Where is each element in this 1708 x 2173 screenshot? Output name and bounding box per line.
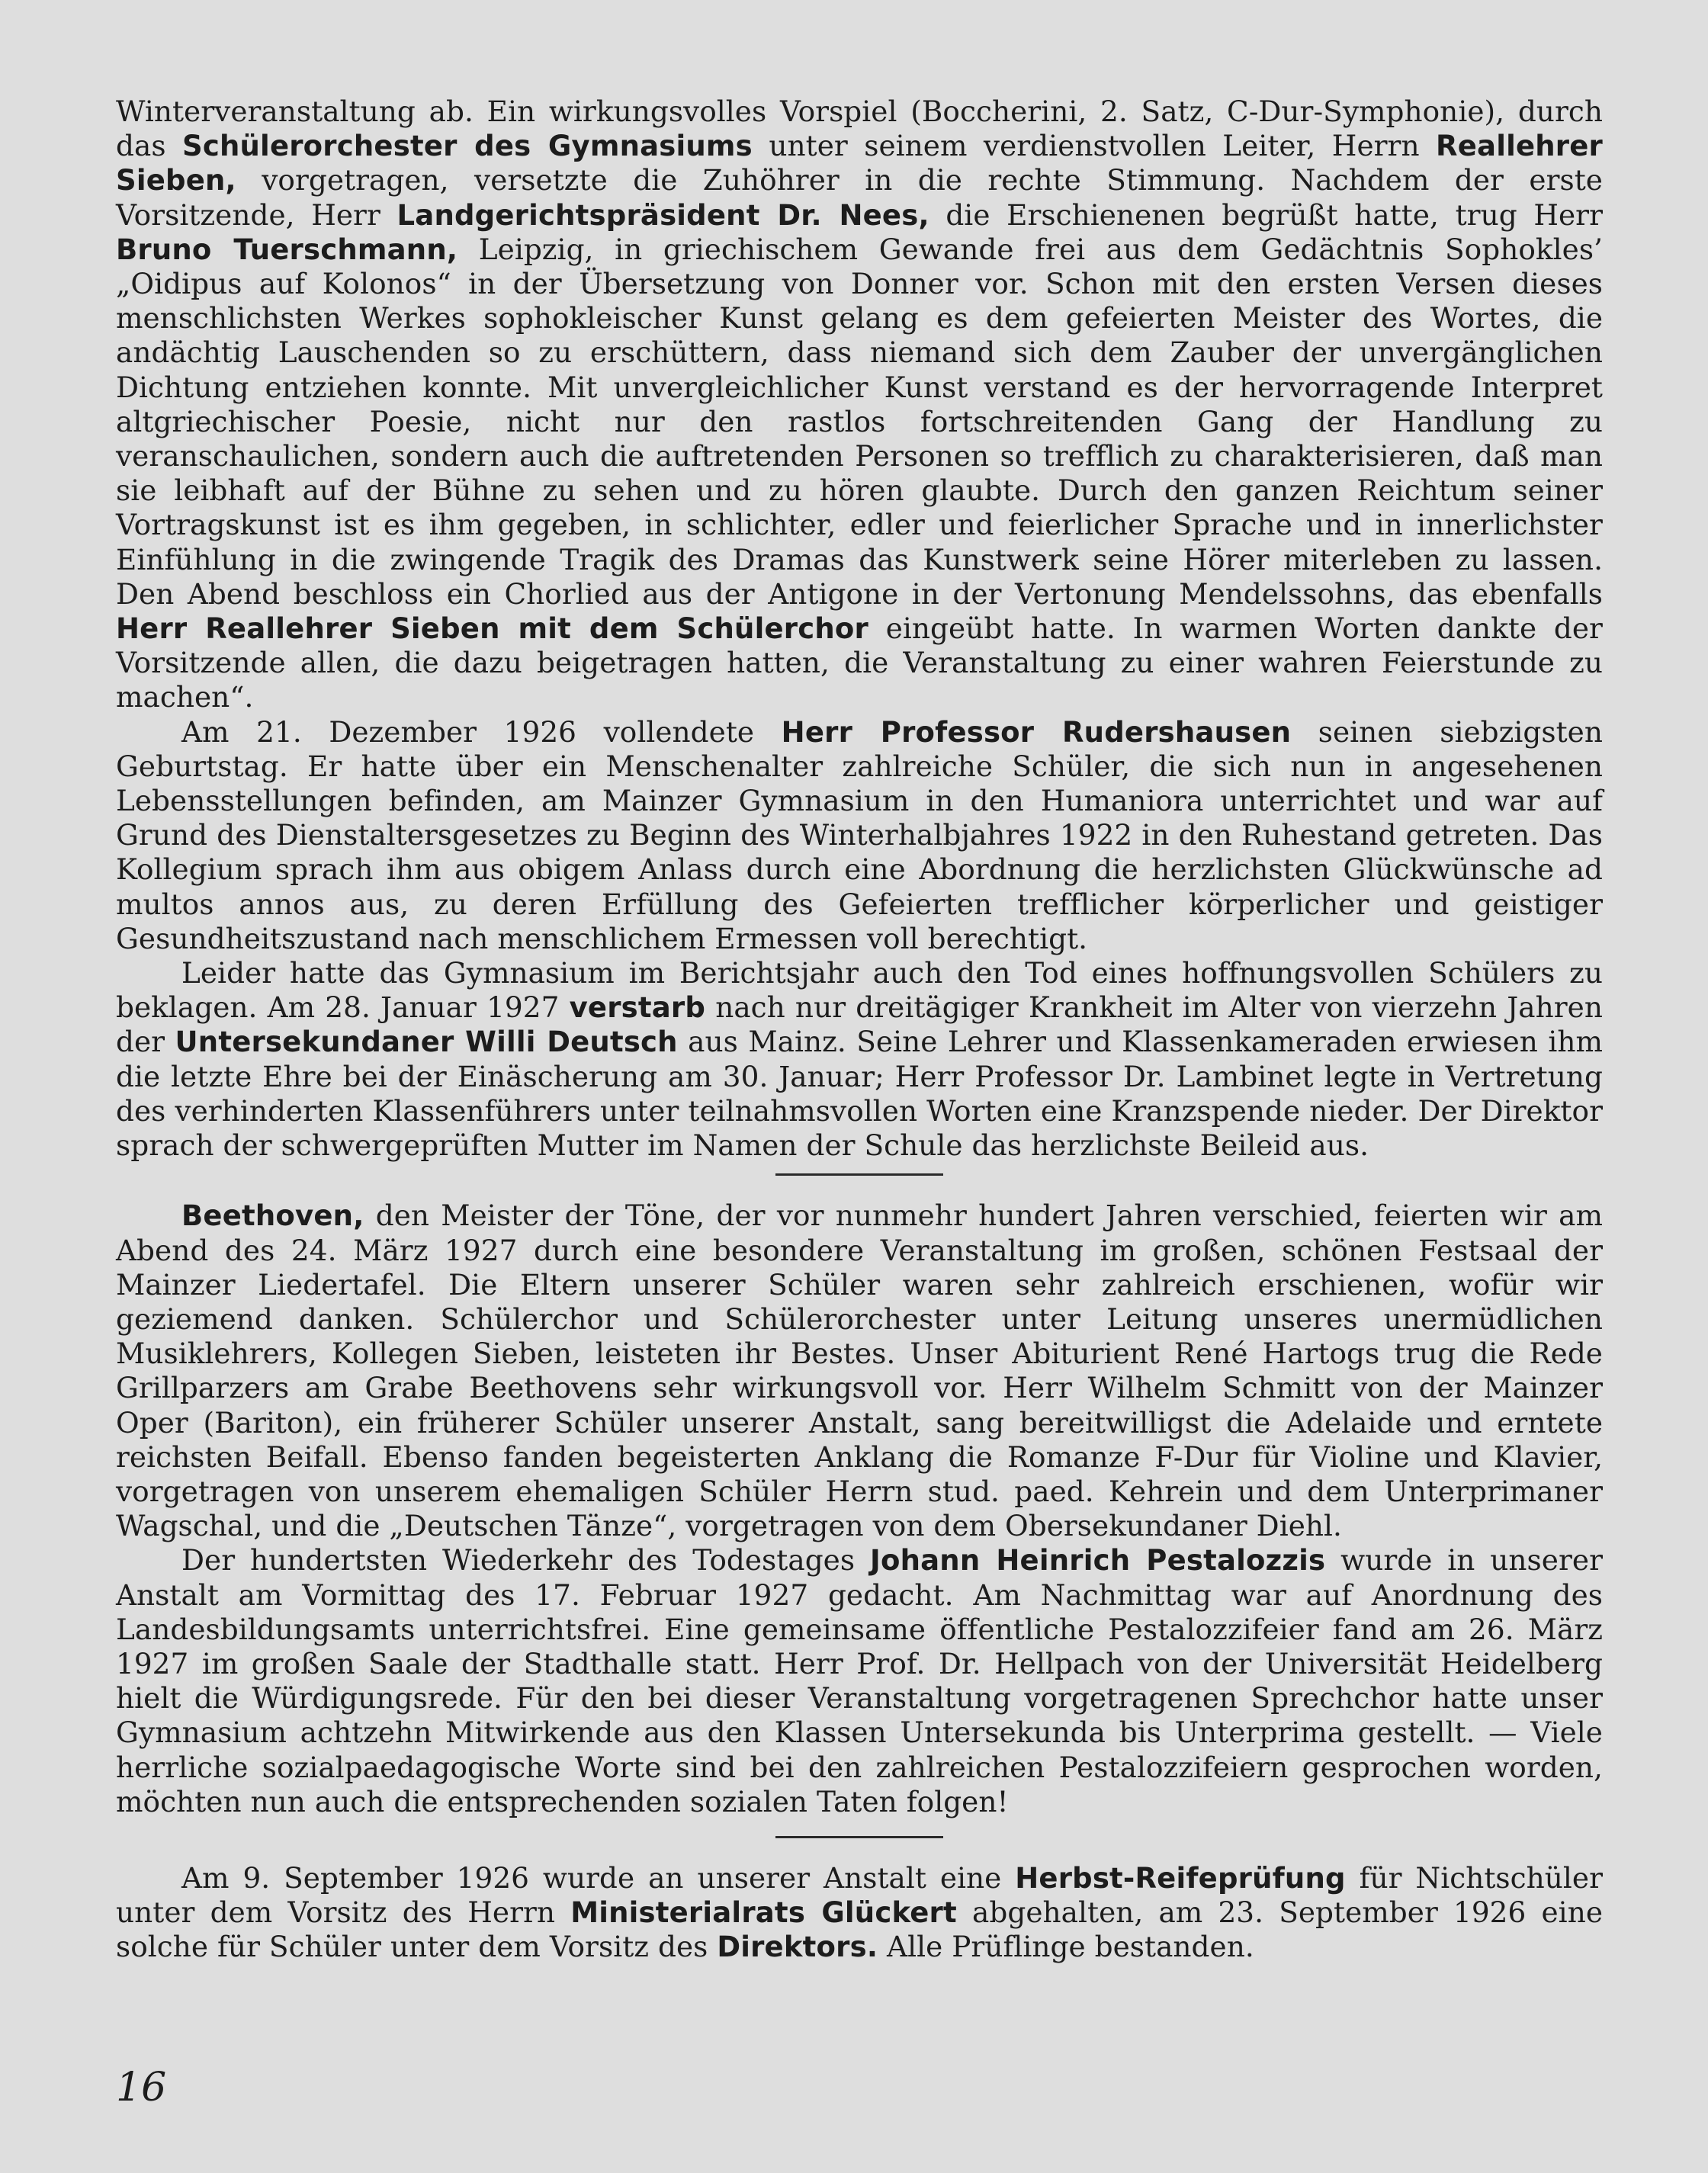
text-run: Winterveranstaltung ab. Ein wirkungsvolles Vorspiel (Boccherini, 2. Satz, C-Dur-Symphonie), durch das (116, 95, 1603, 163)
section-1 (116, 95, 1603, 1163)
bold-phrase: Johann Heinrich Pestalozzis (869, 1544, 1326, 1578)
text-run: aus Mainz. Seine Lehrer und Klassenkameraden erwiesen ihm die letzte Ehre bei der Einäscherung am 30. Januar; Herr Professor Dr. Lambinet legte in Vertretung des verhinderten Klassenführers unter teilnahmsvollen Worten eine Kranzspende nieder. Der Direktor sprach der schwergeprüften Mutter im Namen der Schule das herzlichste Beileid aus. (116, 1025, 1603, 1163)
text-column (116, 95, 1603, 1965)
text-run: eingeübt hatte. In warmen Worten dankte der Vorsitzende allen, die dazu beigetragen hatten, die Veranstaltung zu einer wahren Feierstunde zu machen“. (116, 611, 1603, 714)
text-run: den Meister der Töne, der vor nunmehr hundert Jahren verschied, feierten wir am Abend des 24. März 1927 durch eine besondere Veranstaltung im großen, schönen Festsaal der Mainzer Liedertafel. Die Eltern unserer Schüler waren sehr zahlreich erschienen, wofür wir geziemend danken. Schülerchor und Schülerorchester unter Leitung unseres unermüdlichen Musiklehrers, Kollegen Sieben, leisteten ihr Bestes. Unser Abiturient René Hartogs trug die Rede Grillparzers am Grabe Beethovens sehr wirkungsvoll vor. Herr Wilhelm Schmitt von der Mainzer Oper (Bariton), ein früherer Schüler unserer Anstalt, sang bereitwilligst die Adelaide und erntete reichsten Beifall. Ebenso fanden begeisterten Anklang die Romanze F-Dur für Violine und Klavier, vorgetragen von unserem ehemaligen Schüler Herrn stud. paed. Kehrein und dem Unterprimaner Wagschal, und die „Deutschen Tänze“, vorgetragen von dem Obersekundaner Diehl. (116, 1199, 1603, 1543)
text-run: wurde in unserer Anstalt am Vormittag des 17. Februar 1927 gedacht. Am Nachmittag war auf Anordnung des Landesbildungsamts unterrichtsfrei. Eine gemeinsame öffentliche Pestalozzifeier fand am 26. März 1927 im großen Saale der Stadthalle statt. Herr Prof. Dr. Hellpach von der Universität Heidelberg hielt die Würdigungsrede. Für den bei dieser Veranstaltung vorgetragenen Sprechchor hatte unser Gymnasium achtzehn Mitwirkende aus den Klassen Untersekunda bis Unterprima gestellt. — Viele herrliche sozialpaedagogische Worte sind bei den zahlreichen Pestalozzifeiern gesprochen worden, möchten nun auch die entsprechenden sozialen Taten folgen! (116, 1543, 1603, 1818)
paragraph-3 (116, 956, 1603, 1163)
bold-phrase: Bruno Tuerschmann, (116, 233, 458, 266)
section-2 (116, 1199, 1603, 1819)
bold-phrase: Untersekundaner Willi Deutsch (175, 1026, 678, 1059)
text-run: seinen siebzigsten Geburtstag. Er hatte über ein Menschenalter zahlreiche Schüler, die sich nun in angesehenen Lebensstellungen befinden, am Mainzer Gymnasium in den Humaniora unterrichtet und war auf Grund des Dienstaltersgesetzes zu Beginn des Winterhalbjahres 1922 in den Ruhestand getreten. Das Kollegium sprach ihm aus obigem Anlass durch eine Abordnung die herzlichsten Glückwünsche ad multos annos aus, zu deren Erfüllung des Gefeierten trefflicher körperlicher und geistiger Gesundheitszustand nach menschlichem Ermessen voll berechtigt. (116, 714, 1603, 955)
text-run: Am 21. Dezember 1926 vollendete (181, 714, 782, 749)
text-run: unter seinem verdienstvollen Leiter, Herrn (752, 129, 1437, 163)
text-run: die Erschienenen begrüßt hatte, trug Herr (929, 197, 1604, 232)
bold-phrase: verstarb (569, 991, 706, 1025)
paragraph-1 (116, 95, 1603, 715)
page-number: 16 (116, 2065, 167, 2110)
section-3 (116, 1861, 1603, 1965)
section-divider (775, 1173, 943, 1176)
bold-phrase: Herbst-Reifeprüfung (1015, 1861, 1346, 1895)
bold-phrase: Herr Reallehrer Sieben mit dem Schülerchor (116, 612, 868, 646)
bold-phrase: Reallehrer Sieben, (116, 130, 1603, 197)
section-divider (775, 1836, 943, 1838)
bold-phrase: Herr Professor Rudershausen (781, 715, 1292, 749)
text-run: nach nur dreitägiger Krankheit im Alter von vierzehn Jahren der (116, 990, 1603, 1059)
text-run: abgehalten, am 23. September 1926 eine solche für Schüler unter dem Vorsitz des (116, 1895, 1603, 1964)
bold-phrase: Schülerorchester des Gymnasiums (182, 130, 753, 163)
text-run: vorgetragen, versetzte die Zuhöhrer in die rechte Stimmung. Nachdem der erste Vorsitzende, Herr (116, 163, 1603, 232)
text-run: Am 9. September 1926 wurde an unserer Anstalt eine (181, 1860, 1016, 1895)
text-run: Leipzig, in griechischem Gewande frei aus dem Gedächtnis Sophokles’ „Oidipus auf Kolonos“ in der Übersetzung von Donner vor. Schon mit den ersten Versen dieses menschlichsten Werkes sophokleischer Kunst gelang es dem gefeierten Meister des Wortes, die andächtig Lauschenden so zu erschüttern, dass niemand sich dem Zauber der unvergänglichen Dichtung entziehen konnte. Mit unvergleichlicher Kunst verstand es der hervorragende Interpret altgriechischer Poesie, nicht nur den rastlos fortschreitenden Gang der Handlung zu veranschaulichen, sondern auch die auftretenden Personen so trefflich zu charakterisieren, daß man sie leibhaft auf der Bühne zu sehen und zu hören glaubte. Durch den ganzen Reichtum seiner Vortragskunst ist es ihm gegeben, in schlichter, edler und feierlicher Sprache und in innerlichster Einfühlung in die zwingende Tragik des Dramas das Kunstwerk seine Hörer miterleben zu lassen. Den Abend beschloss ein Chorlied aus der Antigone in der Vertonung Mendelssohns, das ebenfalls (116, 232, 1603, 611)
text-run: Alle Prüflinge bestanden. (878, 1930, 1254, 1964)
text-run: Leider hatte das Gymnasium im Berichtsjahr auch den Tod eines hoffnungsvollen Schülers zu beklagen. Am 28. Januar 1927 (116, 956, 1603, 1025)
paragraph-4 (116, 1199, 1603, 1543)
paragraph-5 (116, 1543, 1603, 1819)
bold-phrase: Beethoven, (181, 1199, 364, 1233)
bold-phrase: Direktors. (717, 1931, 878, 1964)
paragraph-6 (116, 1861, 1603, 1965)
bold-phrase: Landgerichtspräsident Dr. Nees, (396, 198, 929, 232)
text-run: Der hundertsten Wiederkehr des Todestages (181, 1543, 870, 1578)
bold-phrase: Ministerialrats Glückert (570, 1896, 957, 1930)
paragraph-2 (116, 715, 1603, 956)
text-run: für Nichtschüler unter dem Vorsitz des Herrn (116, 1860, 1603, 1930)
